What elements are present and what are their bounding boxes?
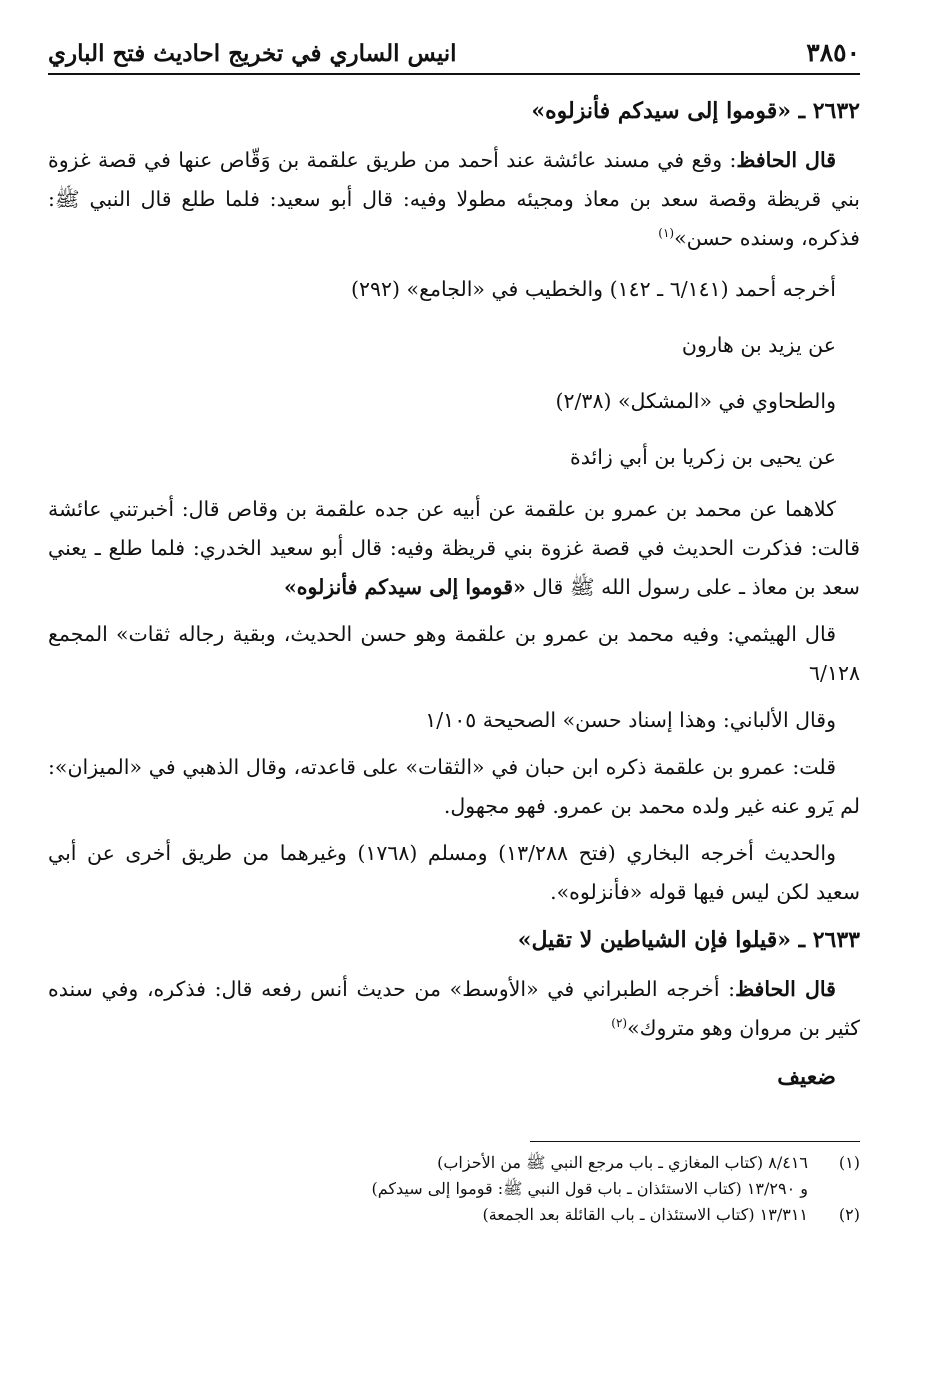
footnote-divider — [530, 1141, 860, 1142]
author-comment: قلت: عمرو بن علقمة ذكره ابن حبان في «الثقات» على قاعدته، وقال الذهبي في «الميزان»: لم يَرو عنه غير ولده محمد بن عمرو. فهو مجهول. — [48, 755, 860, 818]
footnote-item — [48, 1150, 860, 1176]
takhrij-line-2: عن يزيد بن هارون — [681, 333, 836, 357]
footnote-mark: (١) — [838, 1153, 860, 1172]
footnote-text: ١٣/٣١١ (كتاب الاستئذان ـ باب القائلة بعد الجمعة) — [482, 1205, 808, 1224]
albani-quote: وقال الألباني: وهذا إسناد حسن» الصحيحة ١/١٠٥ — [425, 708, 836, 732]
footnote-ref-2: (٢) — [611, 1016, 628, 1031]
footnote-item — [48, 1176, 860, 1202]
footnotes — [48, 1150, 860, 1228]
takhrij-line-3: والطحاوي في «المشكل» (٢/٣٨) — [555, 389, 836, 413]
bukhari-muslim-note: والحديث أخرجه البخاري (فتح ١٣/٢٨٨) ومسلم (١٧٦٨) وغيرهما من طريق أخرى عن أبي سعيد لكن ليس فيها قوله «فأنزلوه». — [48, 841, 860, 904]
hadith-heading-2632: ٢٦٣٢ ـ «قوموا إلى سيدكم فأنزلوه» — [531, 98, 860, 124]
haythami-quote: قال الهيثمي: وفيه محمد بن عمرو بن علقمة وهو حسن الحديث، وبقية رجاله ثقات» المجمع ٦/١٢٨ — [48, 622, 860, 685]
hadith-text-bold: «قوموا إلى سيدكم فأنزلوه» — [283, 575, 526, 599]
hafiz-quote-2633 — [48, 970, 860, 1048]
footnote-ref-1: (١) — [658, 226, 675, 241]
footnote-item — [48, 1202, 860, 1228]
hafiz-label: قال الحافظ — [736, 148, 836, 172]
hafiz-text: : وقع في مسند عائشة عند أحمد من طريق علقمة بن وَقّاص عنها في قصة غزوة بني قريظة وقصة سعد بن معاذ ومجيئه مطولا وفيه: قال أبو سعيد: فلما طلع قال النبي ﷺ: فذكره، وسنده حسن» — [48, 148, 860, 250]
footnote-text: ٨/٤١٦ (كتاب المغازي ـ باب مرجع النبي ﷺ من الأحزاب) — [437, 1153, 808, 1172]
takhrij-line-4: عن يحيى بن زكريا بن أبي زائدة — [570, 445, 836, 469]
page-number: ٣٨٥٠ — [806, 38, 860, 67]
footnote-mark: (٢) — [838, 1205, 860, 1224]
isnad-text: كلاهما عن محمد بن عمرو بن علقمة عن أبيه عن جده علقمة بن وقاص قال: أخبرتني عائشة قالت: فذكرت الحديث في قصة غزوة بني قريظة وفيه: قال أبو سعيد الخدري: فلما طلع ـ يعني سعد بن معاذ ـ على رسول الله ﷺ قال — [48, 497, 860, 599]
hadith-heading-2633: ٢٦٣٣ ـ «قيلوا فإن الشياطين لا تقيل» — [517, 927, 860, 953]
footnote-text: و ١٣/٢٩٠ (كتاب الاستئذان ـ باب قول النبي ﷺ: قوموا إلى سيدكم) — [371, 1179, 808, 1198]
hafiz-quote-2632 — [48, 141, 860, 258]
book-title: انيس الساري في تخريج احاديث فتح الباري — [48, 40, 457, 67]
takhrij-line-1: أخرجه أحمد (٦/١٤١ ـ ١٤٢) والخطيب في «الجامع» (٢٩٢) — [350, 277, 836, 301]
hafiz-text-2: : أخرجه الطبراني في «الأوسط» من حديث أنس رفعه قال: فذكره، وفي سنده كثير بن مروان وهو متروك» — [48, 977, 860, 1040]
grading-verdict: ضعيف — [777, 1064, 836, 1090]
running-header — [48, 38, 860, 75]
hafiz-label-2: قال الحافظ — [735, 977, 836, 1001]
page-content — [48, 91, 860, 1228]
isnad-paragraph — [48, 490, 860, 607]
